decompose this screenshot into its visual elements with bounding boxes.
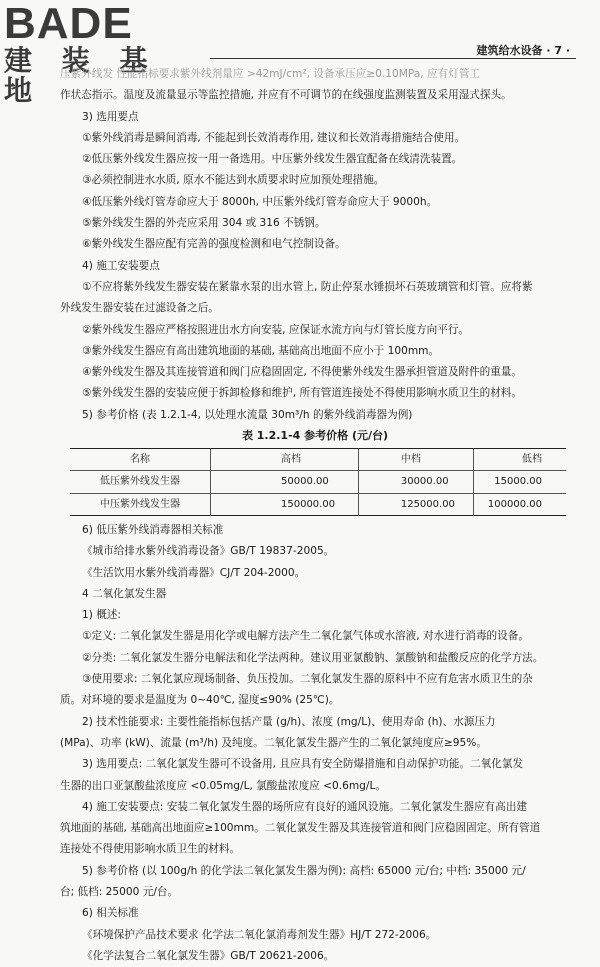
table-row	[70, 493, 566, 515]
text-line: ②紫外线发生器应严格按照进出水方向安装, 应保证水流方向与灯管长度方向平行。	[82, 323, 470, 336]
text-line: ⑤紫外线发生器的安装应便于拆卸检修和维护, 所有管道连接处不得使用影响水质卫生的材料。	[82, 387, 522, 400]
price-table	[70, 448, 566, 516]
text-line: ①定义: 二氧化氯发生器是用化学或电解方法产生二氧化氯气体或水溶液, 对水进行消毒的设备。	[82, 630, 529, 643]
text-line: 《生活饮用水紫外线消毒器》CJ/T 204-2000。	[82, 566, 306, 579]
section-heading: 4 二氧化氯发生器	[82, 587, 167, 600]
text-line: 《环境保护产品技术要求 化学法二氧化氯消毒剂发生器》HJ/T 272-2006。	[82, 928, 437, 941]
section-heading: 6) 相关标准	[82, 907, 139, 920]
text-line: (MPa)、功率 (kW)、流量 (m³/h) 及纯度。二氧化氯发生器产生的二氧化氯纯度应≥95%。	[60, 736, 487, 749]
text-line: 作状态指示。温度及流量显示等监控措施, 并应有不可调节的在线强度监测装置及采用湿式探头。	[60, 89, 512, 102]
text-line: 《化学法复合二氧化氯发生器》GB/T 20621-2006。	[82, 949, 335, 962]
section-heading: 3) 选用要点	[82, 110, 139, 123]
text-line: 生器的出口亚氯酸盐浓度应 <0.05mg/L, 氯酸盐浓度应 <0.6mg/L。	[60, 779, 386, 792]
page-body	[60, 64, 570, 967]
text-line: ④紫外线发生器及其连接管道和阀门应稳固固定, 不得使紫外线发生器承担管道及附件的重量。	[82, 366, 522, 379]
table-cell: 50000.00	[211, 471, 359, 493]
table-cell: 30000.00	[358, 471, 473, 493]
section-heading: 5) 参考价格 (表 1.2.1-4, 以处理水流量 30m³/h 的紫外线消毒器为例)	[82, 408, 413, 421]
text-line: ③使用要求: 二氧化氯应现场制备、负压投加。二氧化氯发生器的原料中不应有危害水质卫生的杂	[82, 673, 533, 686]
header-rule	[210, 58, 576, 59]
text-line: ②分类: 二氧化氯发生器分电解法和化学法两种。建议用亚氯酸钠、氯酸钠和盐酸反应的化学方法。	[82, 651, 544, 664]
text-line: 压紫外线发 性能指标要求紫外线剂量应 >42mJ/cm², 设备承压应≥0.10MPa, 应有灯管工	[60, 68, 481, 80]
text-line: ③紫外线发生器应有高出建筑地面的基础, 基础高出地面不应小于 100mm。	[82, 344, 440, 357]
text-line: 4) 施工安装要点: 安装二氧化氯发生器的场所应有良好的通风设施。二氧化氯发生器应有高出建	[82, 800, 527, 813]
logo-subtitle: 建 装 基 地	[4, 44, 158, 107]
logo-wordmark: BADE	[4, 0, 133, 48]
text-line: 筑地面的基础, 基础高出地面应≥100mm。二氧化氯发生器及其连接管道和阀门应稳固固定。所有管道	[60, 822, 541, 835]
running-title: 建筑给水设备 · 7 ·	[476, 44, 570, 57]
table-cell: 中压紫外线发生器	[70, 493, 211, 515]
text-line: 质。对环境的要求是温度为 0~40℃, 湿度≤90% (25℃)。	[60, 694, 340, 707]
table-row	[70, 471, 566, 493]
table-cell: 150000.00	[211, 493, 359, 515]
text-line: 3) 选用要点: 二氧化氯发生器可不设备用, 且应具有安全防爆措施和自动保护功能。二氧化氯发	[82, 758, 524, 771]
table-header-cell: 名称	[70, 449, 211, 471]
text-line: ③必须控制进水水质, 原水不能达到水质要求时应加预处理措施。	[82, 174, 385, 187]
text-line: ④低压紫外线灯管寿命应大于 8000h, 中压紫外线灯管寿命应大于 9000h。	[82, 195, 438, 208]
section-heading: 6) 低压紫外线消毒器相关标准	[82, 523, 224, 536]
section-heading: 1) 概述:	[82, 609, 121, 622]
text-line: ①紫外线消毒是瞬间消毒, 不能起到长效消毒作用, 建议和长效消毒措施结合使用。	[82, 131, 466, 144]
text-line: ⑥紫外线发生器应配有完善的强度检测和电气控制设备。	[82, 238, 346, 251]
text-line: 台; 低档: 25000 元/台。	[60, 885, 179, 898]
text-line: 5) 参考价格 (以 100g/h 的化学法二氧化氯发生器为例): 高档: 65000 元/台; 中档: 35000 元/	[82, 864, 526, 877]
text-line: ①不应将紫外线发生器安装在紧靠水泵的出水管上, 防止停泵水锤损坏石英玻璃管和灯管。应将紫	[82, 280, 533, 293]
table-cell: 15000.00	[473, 471, 566, 493]
text-line: 2) 技术性能要求: 主要性能指标包括产量 (g/h)、浓度 (mg/L)、使用寿命 (h)、水源压力	[82, 715, 496, 728]
table-cell: 125000.00	[358, 493, 473, 515]
text-line: ⑤紫外线发生器的外壳应采用 304 或 316 不锈钢。	[82, 217, 326, 230]
table-caption: 表 1.2.1-4 参考价格 (元/台)	[241, 429, 389, 443]
table-header-cell: 高档	[211, 449, 359, 471]
table-header-row	[70, 449, 566, 471]
table-cell: 低压紫外线发生器	[70, 471, 211, 493]
table-cell: 100000.00	[473, 493, 566, 515]
section-heading: 4) 施工安装要点	[82, 259, 160, 272]
text-line: 外线发生器安装在过滤设备之后。	[60, 302, 219, 315]
text-line: 连接处不得使用影响水质卫生的材料。	[60, 843, 241, 856]
table-header-cell: 中档	[358, 449, 473, 471]
text-line: ②低压紫外线发生器应按一用一备选用。中压紫外线发生器宜配备在线清洗装置。	[82, 153, 463, 166]
text-line: 《城市给排水紫外线消毒设备》GB/T 19837-2005。	[82, 545, 335, 558]
table-header-cell: 低档	[473, 449, 566, 471]
